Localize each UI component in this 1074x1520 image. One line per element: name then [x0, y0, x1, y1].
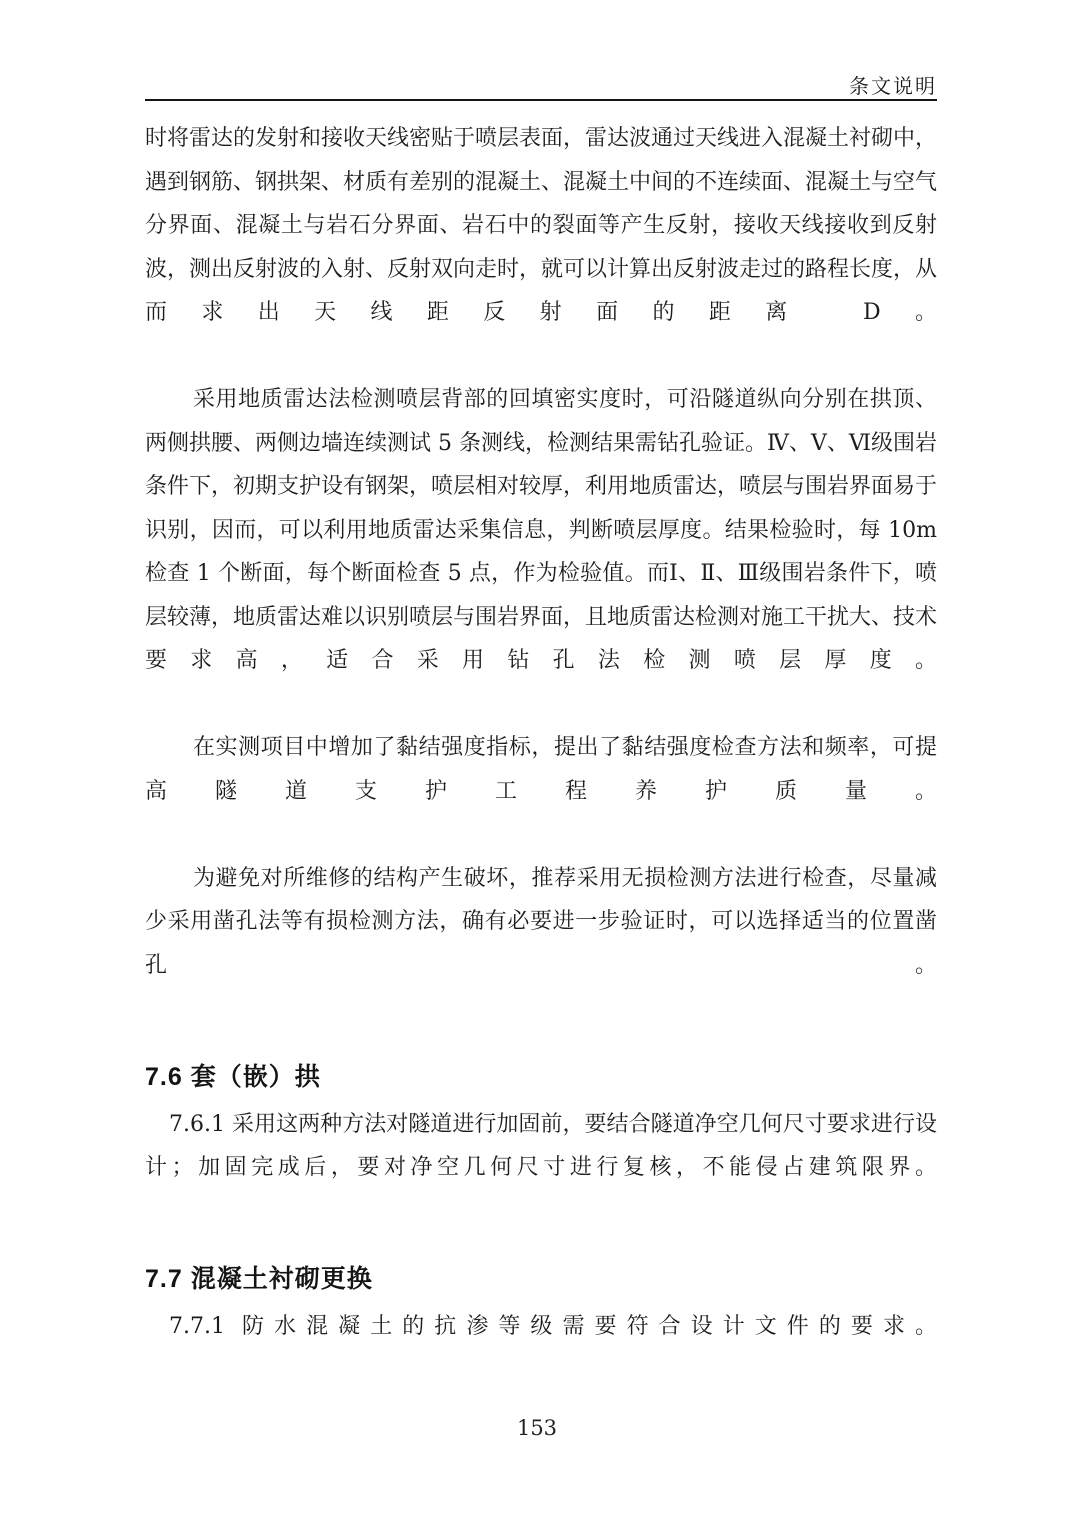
running-title: 条文说明	[849, 74, 937, 98]
page-footer	[0, 1416, 1074, 1440]
page-number: 153	[516, 1416, 558, 1440]
paragraph-bond-strength: 在实测项目中增加了黏结强度指标，提出了黏结强度检查方法和频率，可提高隧道支护工程养护质量。	[145, 735, 937, 804]
paragraph-nondestructive-testing: 为避免对所维修的结构产生破坏，推荐采用无损检测方法进行检查，尽量减少采用凿孔法等有损检测方法，确有必要进一步验证时，可以选择适当的位置凿孔。	[145, 865, 937, 978]
clause-paragraph-7-7-1: 7.7.1 防水混凝土的抗渗等级需要符合设计文件的要求。	[169, 1314, 937, 1339]
section-heading-7-6: 7.6 套（嵌）拱	[145, 1062, 321, 1091]
header-rule	[145, 99, 937, 101]
section-heading-7-7: 7.7 混凝土衬砌更换	[145, 1265, 373, 1293]
document-body	[145, 117, 937, 1392]
clause-paragraph-7-6-1: 7.6.1 采用这两种方法对隧道进行加固前，要结合隧道净空几何尺寸要求进行设计；加固完成后，要对净空几何尺寸进行复核，不能侵占建筑限界。	[145, 1111, 937, 1180]
paragraph-radar-detection: 时将雷达的发射和接收天线密贴于喷层表面，雷达波通过天线进入混凝土衬砌中，遇到钢筋、钢拱架、材质有差别的混凝土、混凝土中间的不连续面、混凝土与空气分界面、混凝土与岩石分界面、岩石中的裂面等产生反射，接收天线接收到反射波，测出反射波的入射、反射双向走时，就可以计算出反射波走过的路程长度，从而求出天线距反射面的距离 D。	[145, 126, 938, 325]
paragraph-geological-radar-survey: 采用地质雷达法检测喷层背部的回填密实度时，可沿隧道纵向分别在拱顶、两侧拱腰、两侧边墙连续测试 5 条测线，检测结果需钻孔验证。Ⅳ、Ⅴ、Ⅵ级围岩条件下，初期支护设有钢架，喷层相对较厚，利用地质雷达，喷层与围岩界面易于识别，因而，可以利用地质雷达采集信息，判断喷层厚度。结果检验时，每 10m 检查 1 个断面，每个断面检查 5 点，作为检验值。而Ⅰ、Ⅱ、Ⅲ级围岩条件下，喷层较薄，地质雷达难以识别喷层与围岩界面，且地质雷达检测对施工干扰大、技术要求高，适合采用钻孔法检测喷层厚度。	[145, 387, 938, 673]
running-header	[145, 70, 937, 99]
